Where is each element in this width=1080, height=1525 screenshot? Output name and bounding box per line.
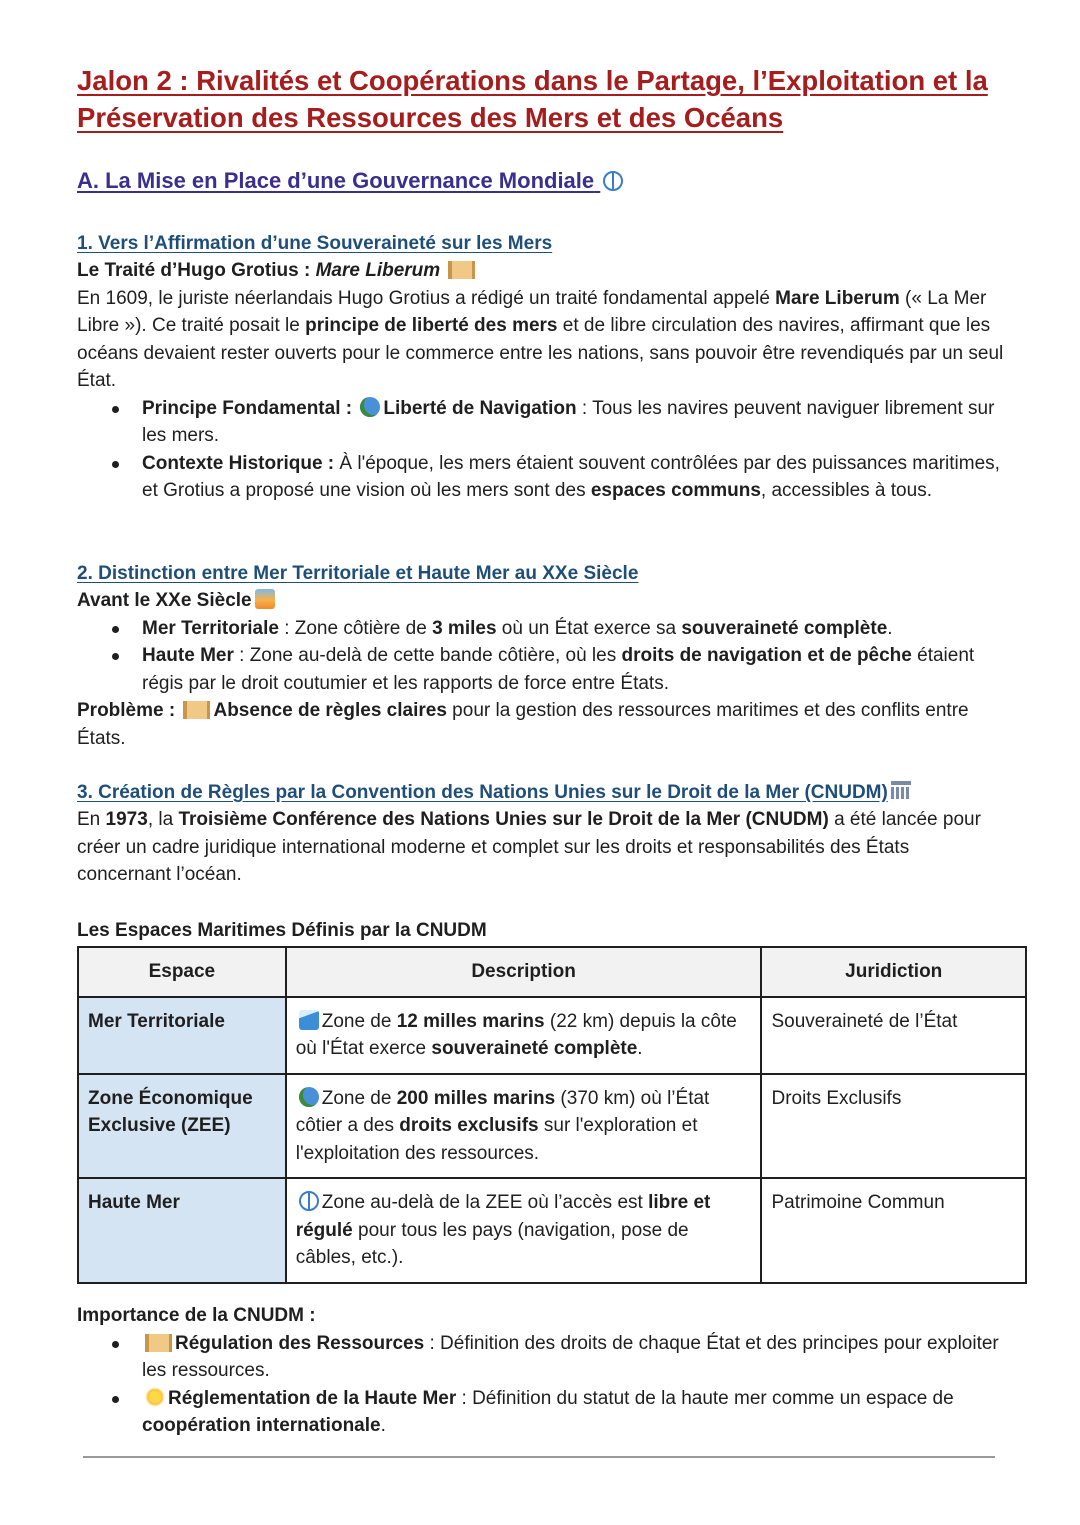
text: (370 km) où l’État côtier a des bbox=[295, 1087, 710, 1136]
text: a été lancée pour créer un cadre juridique international moderne et complet sur les droits et responsabilités des États concernant l’océan. bbox=[77, 809, 981, 885]
grotius-subheading-bold: Le Traité d’Hugo Grotius : bbox=[77, 260, 316, 281]
text-bold: souveraineté complète bbox=[681, 617, 888, 639]
classical-building-icon bbox=[891, 781, 911, 801]
maritime-spaces-table bbox=[77, 946, 1027, 1284]
item-label: Réglementation de la Haute Mer bbox=[168, 1387, 457, 1409]
globe-meridians-icon bbox=[603, 171, 623, 191]
text: . bbox=[637, 1038, 643, 1059]
text-bold: souveraineté complète bbox=[431, 1038, 638, 1059]
horizontal-divider bbox=[83, 1456, 995, 1458]
text: . bbox=[380, 1415, 386, 1436]
text-bold: droits exclusifs bbox=[399, 1115, 539, 1136]
table-caption: Les Espaces Maritimes Définis par la CNUDM bbox=[77, 920, 487, 941]
document-title bbox=[77, 62, 1027, 136]
list-item bbox=[142, 615, 1007, 643]
section-2 bbox=[77, 560, 1007, 752]
list-item bbox=[142, 642, 1007, 697]
item-label: Problème : bbox=[77, 700, 181, 721]
espace-cell: Mer Territoriale bbox=[78, 997, 286, 1074]
section-1-list bbox=[77, 395, 1007, 505]
description-cell bbox=[286, 1178, 762, 1283]
scroll-icon bbox=[448, 261, 475, 279]
avant-xxe-subheading bbox=[77, 587, 1007, 615]
text: (« La Mer Libre »). Ce traité posait le bbox=[77, 287, 987, 336]
text: , accessibles à tous. bbox=[760, 480, 932, 501]
mare-liberum-italic: Mare Liberum bbox=[315, 260, 441, 281]
globe-meridians-icon bbox=[299, 1191, 319, 1211]
column-header: Espace bbox=[78, 947, 286, 997]
item-label: Mer Territoriale bbox=[142, 617, 279, 639]
list-item bbox=[142, 1330, 1007, 1385]
text: À l'époque, les mers étaient souvent contrôlées par des puissances maritimes, et Grotius a proposé une vision où les mers sont des bbox=[142, 452, 1000, 501]
text-bold: 1973 bbox=[105, 809, 148, 830]
text: sur l'exploration et l'exploitation des ressources. bbox=[295, 1115, 698, 1164]
text: : Définition du statut de la haute mer comme un espace de bbox=[456, 1387, 954, 1409]
section-2-heading: 2. Distinction entre Mer Territoriale et Haute Mer au XXe Siècle bbox=[77, 563, 639, 584]
juridiction-cell: Droits Exclusifs bbox=[761, 1074, 1026, 1179]
espace-cell: Zone Économique Exclusive (ZEE) bbox=[78, 1074, 286, 1179]
list-item bbox=[142, 450, 1007, 505]
text-bold: Absence de règles claires bbox=[213, 700, 447, 721]
text-bold: Mare Liberum bbox=[775, 287, 900, 309]
text-bold: Liberté de Navigation bbox=[383, 397, 577, 419]
importance-heading-text: Importance de la CNUDM : bbox=[77, 1305, 316, 1326]
section-3-heading bbox=[77, 779, 1007, 806]
text: (22 km) depuis la côte où l'État exerce bbox=[295, 1010, 737, 1059]
text: pour tous les pays (navigation, pose de câbles, etc.). bbox=[295, 1219, 689, 1268]
section-3-heading-text: 3. Création de Règles par la Convention des Nations Unies sur le Droit de la Mer (CNUDM) bbox=[77, 782, 888, 803]
list-item bbox=[142, 1385, 1007, 1440]
item-label: Contexte Historique : bbox=[142, 452, 340, 474]
text: étaient régis par le droit coutumier et les rapports de force entre États. bbox=[142, 645, 975, 694]
section-a-heading bbox=[77, 166, 626, 196]
section-1-heading: 1. Vers l’Affirmation d’une Souveraineté sur les Mers bbox=[77, 233, 553, 254]
item-label: Principe Fondamental : bbox=[142, 397, 358, 419]
probleme-paragraph bbox=[77, 697, 1007, 752]
text: : Tous les navires peuvent naviguer librement sur les mers. bbox=[142, 397, 995, 446]
text-bold: 3 miles bbox=[432, 617, 497, 639]
section-3 bbox=[77, 779, 1007, 889]
text-bold: 12 milles marins bbox=[396, 1010, 545, 1032]
section-1 bbox=[77, 230, 1007, 505]
text-bold: coopération internationale bbox=[142, 1415, 381, 1436]
section-2-list bbox=[77, 615, 1007, 698]
document-page bbox=[77, 62, 1027, 1436]
importance-list bbox=[77, 1330, 1007, 1440]
text: et de libre circulation des navires, affirmant que les océans devaient rester ouverts pour le commerce entre les nations, sans pouvoir être revendiqués par un seul État. bbox=[77, 315, 1004, 391]
text: En 1609, le juriste néerlandais Hugo Grotius a rédigé un traité fondamental appelé bbox=[77, 287, 776, 309]
scroll-icon bbox=[183, 701, 210, 719]
table-row bbox=[78, 1074, 1026, 1179]
text-bold: Troisième Conférence des Nations Unies sur le Droit de la Mer (CNUDM) bbox=[178, 809, 829, 830]
text: : Zone côtière de bbox=[278, 617, 433, 639]
list-item bbox=[142, 395, 1007, 450]
globe-icon bbox=[299, 1087, 319, 1107]
text: En bbox=[77, 809, 106, 830]
text: Zone au-delà de la ZEE où l’accès est bbox=[321, 1192, 649, 1213]
description-cell bbox=[286, 1074, 762, 1179]
table-row bbox=[78, 997, 1026, 1074]
text: : Définition des droits de chaque État et des principes pour exploiter les ressources. bbox=[142, 1332, 999, 1381]
description-cell bbox=[286, 997, 762, 1074]
grotius-subheading bbox=[77, 257, 1007, 285]
text: : Zone au-delà de cette bande côtière, où les bbox=[233, 645, 622, 666]
column-header: Description bbox=[286, 947, 762, 997]
globe-icon bbox=[360, 397, 380, 417]
text: Zone de bbox=[321, 1087, 397, 1109]
section-a-heading-text: A. La Mise en Place d’une Gouvernance Mondiale bbox=[77, 168, 595, 193]
importance-section bbox=[77, 1302, 1007, 1440]
title-line-1: Jalon 2 : Rivalités et Coopérations dans le Partage, l’Exploitation et la bbox=[77, 65, 988, 96]
juridiction-cell: Souveraineté de l’État bbox=[761, 997, 1026, 1074]
cnudm-paragraph bbox=[77, 806, 1007, 889]
text: où un État exerce sa bbox=[496, 617, 682, 639]
text-bold: espaces communs bbox=[590, 480, 761, 501]
item-label: Régulation des Ressources bbox=[175, 1332, 425, 1354]
sunrise-icon bbox=[255, 589, 275, 609]
text-bold: principe de liberté des mers bbox=[305, 315, 558, 336]
subheading-text: Avant le XXe Siècle bbox=[77, 590, 252, 611]
sun-icon bbox=[145, 1387, 165, 1407]
text: Zone de bbox=[321, 1010, 397, 1032]
text: . bbox=[887, 617, 893, 639]
espace-cell: Haute Mer bbox=[78, 1178, 286, 1283]
water-wave-icon bbox=[299, 1010, 319, 1030]
item-label: Haute Mer bbox=[142, 645, 234, 666]
importance-heading bbox=[77, 1302, 1007, 1330]
text-bold: 200 milles marins bbox=[396, 1087, 556, 1109]
text: pour la gestion des ressources maritimes et des conflits entre États. bbox=[77, 700, 969, 749]
scroll-icon bbox=[145, 1334, 172, 1352]
title-line-2: Préservation des Ressources des Mers et des Océans bbox=[77, 102, 784, 133]
text-bold: droits de navigation et de pêche bbox=[621, 645, 912, 666]
juridiction-cell: Patrimoine Commun bbox=[761, 1178, 1026, 1283]
grotius-paragraph bbox=[77, 285, 1007, 395]
table-header-row bbox=[78, 947, 1026, 997]
table-row bbox=[78, 1178, 1026, 1283]
text-bold: libre et régulé bbox=[295, 1192, 711, 1241]
column-header: Juridiction bbox=[761, 947, 1026, 997]
text: , la bbox=[147, 809, 179, 830]
